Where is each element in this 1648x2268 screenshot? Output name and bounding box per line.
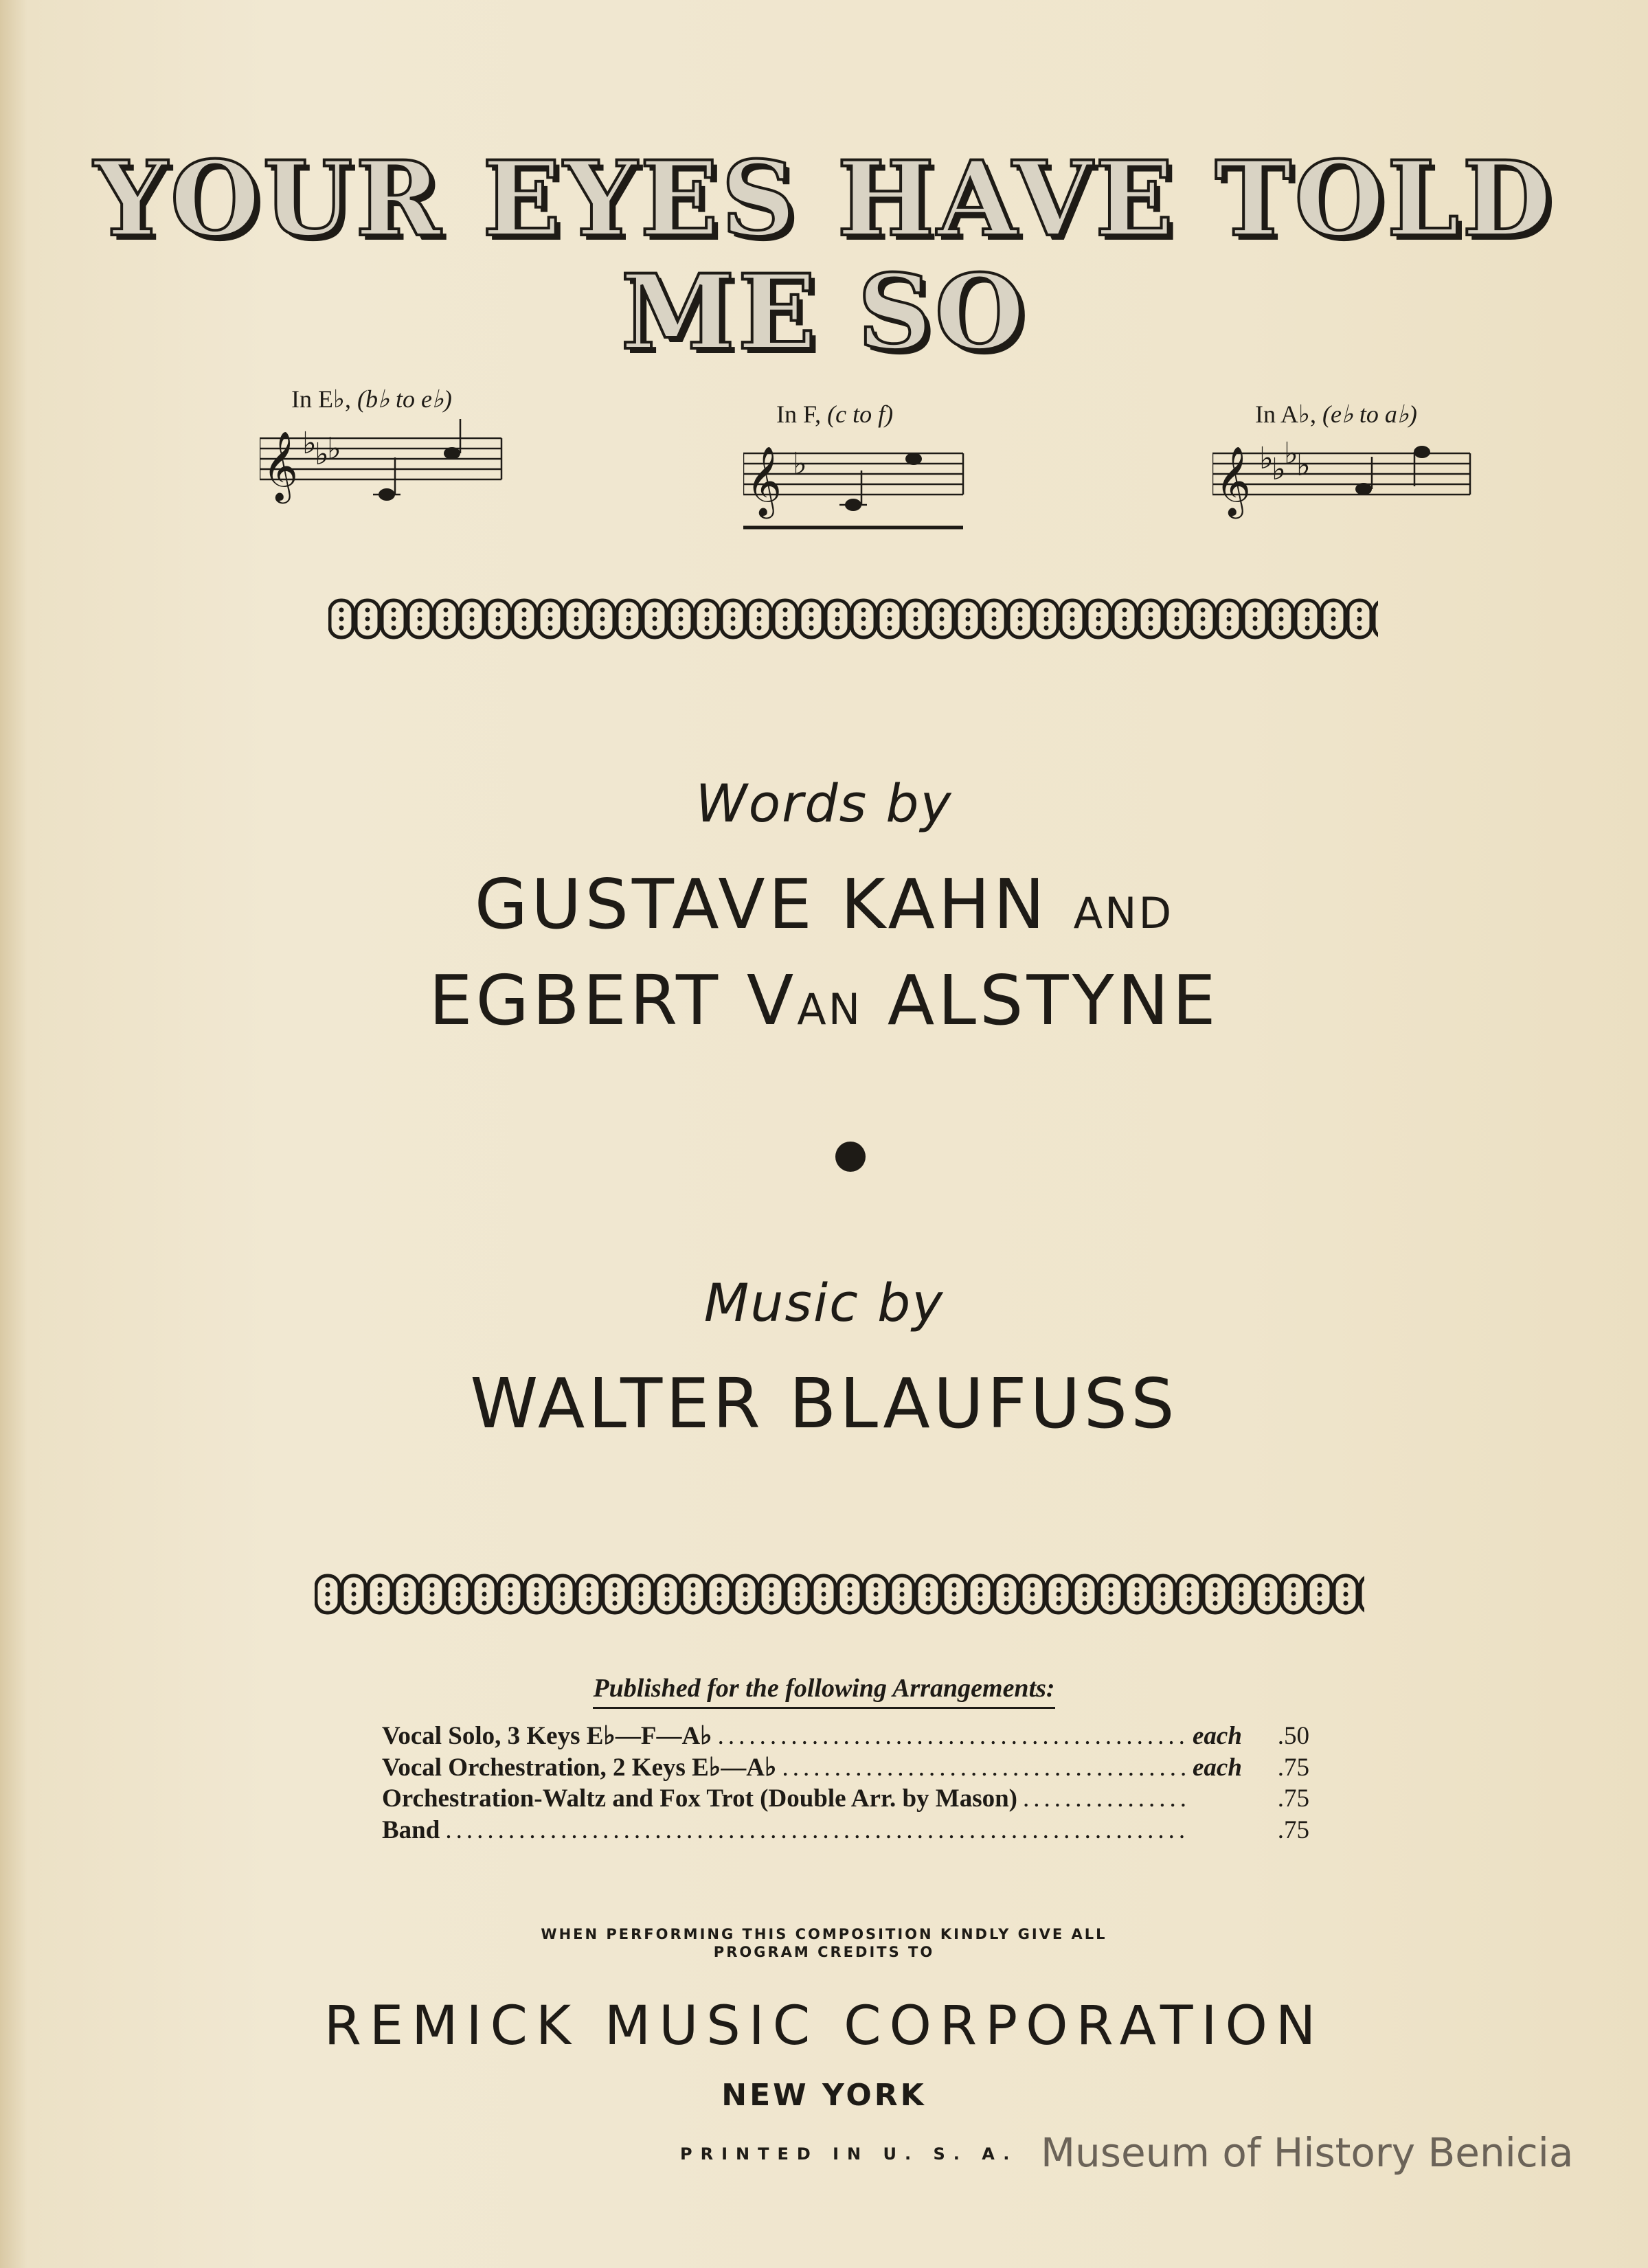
publisher-city: NEW YORK — [721, 2078, 927, 2113]
svg-text:♭: ♭ — [1284, 436, 1298, 471]
song-title-line-2: ME SO — [620, 252, 1028, 373]
key-option-f — [743, 400, 967, 536]
arrangements-heading: Published for the following Arrangements: — [0, 1673, 1648, 1703]
music-by-label: Music by — [703, 1272, 945, 1333]
list-item: Orchestration-Waltz and Fox Trot (Double Arr. by Mason) ..... .75 — [382, 1784, 1309, 1815]
staff-f-icon — [743, 433, 967, 536]
key-label: In E♭, (b♭ to e♭) — [291, 385, 452, 413]
ornamental-border-top — [328, 596, 1378, 642]
svg-text:♭: ♭ — [1259, 441, 1274, 476]
svg-text:𝄞: 𝄞 — [262, 430, 299, 501]
list-item: Band ..... .75 — [382, 1815, 1309, 1847]
bullet-separator — [835, 1142, 866, 1172]
arrangements-list — [382, 1721, 1309, 1847]
svg-text:♭: ♭ — [1296, 448, 1311, 483]
list-item: Vocal Orchestration, 2 Keys E♭—A♭ ..... each .75 — [382, 1752, 1309, 1784]
svg-text:♭: ♭ — [327, 431, 341, 466]
song-title-line-1: YOUR EYES HAVE TOLD — [93, 139, 1555, 260]
performing-notice-line-2: PROGRAM CREDITS TO — [713, 1944, 935, 1960]
list-item: Vocal Solo, 3 Keys E♭—F—A♭ ..... each .50 — [382, 1721, 1309, 1752]
svg-text:𝄞: 𝄞 — [746, 445, 782, 516]
performing-notice-line-1: WHEN PERFORMING THIS COMPOSITION KINDLY GIVE ALL — [541, 1926, 1107, 1942]
staff-a-flat-icon — [1212, 433, 1474, 529]
words-by-label: Words by — [695, 773, 953, 834]
svg-text:♭: ♭ — [1272, 452, 1286, 487]
key-label: In A♭, (e♭ to a♭) — [1255, 400, 1417, 428]
key-option-a-flat — [1212, 400, 1474, 529]
ornamental-border-bottom — [315, 1572, 1364, 1617]
key-options — [0, 385, 1648, 577]
composer-name: WALTER BLAUFUSS — [470, 1363, 1178, 1444]
staff-e-flat-icon — [260, 418, 504, 514]
publisher-name: REMICK MUSIC CORPORATION — [324, 1995, 1324, 2057]
printed-in-usa: PRINTED IN U. S. A. — [680, 2144, 1018, 2164]
lyricist-line-1: GUSTAVE KAHN AND — [474, 864, 1174, 944]
svg-text:♭: ♭ — [793, 446, 807, 481]
key-label: In F, (c to f) — [776, 400, 894, 428]
svg-text:𝄞: 𝄞 — [1215, 445, 1252, 516]
lyricist-line-2: EGBERT VAN ALSTYNE — [429, 960, 1219, 1041]
svg-text:♭: ♭ — [315, 437, 329, 472]
key-option-e-flat — [260, 385, 504, 514]
museum-watermark: Museum of History Benicia — [1041, 2129, 1574, 2176]
svg-text:♭: ♭ — [302, 426, 317, 461]
